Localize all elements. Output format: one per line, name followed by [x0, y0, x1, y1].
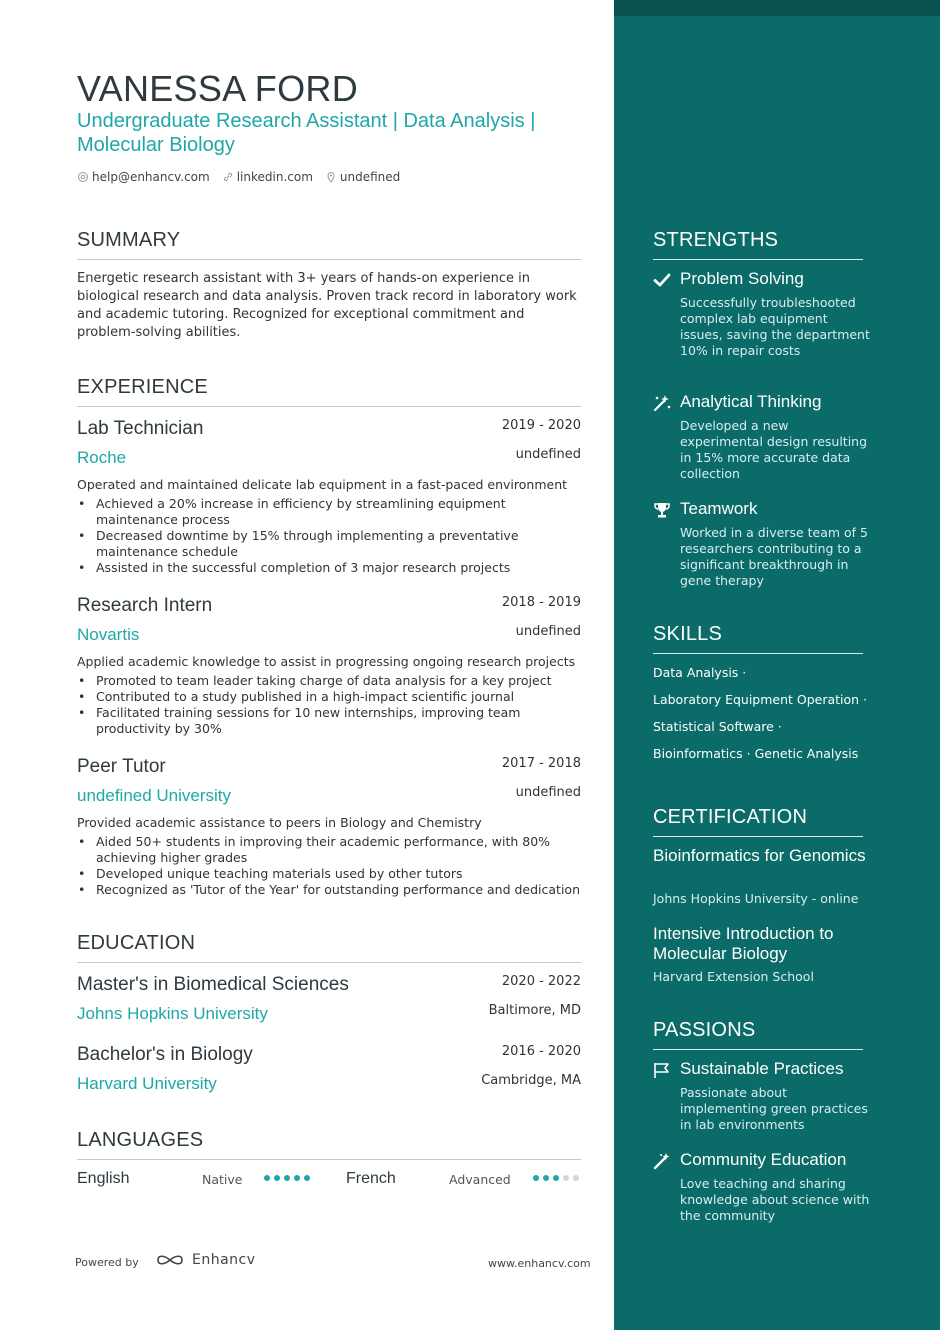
passion-title: Sustainable Practices: [680, 1059, 844, 1078]
passion-desc: Passionate about implementing green practices in lab environments: [680, 1085, 868, 1132]
job-location: undefined: [515, 785, 581, 800]
job-location: undefined: [515, 624, 581, 639]
job-company: Novartis: [77, 625, 140, 644]
edu-school: Johns Hopkins University: [77, 1004, 268, 1023]
rating-dot-empty: [573, 1175, 579, 1181]
job-company: Roche: [77, 448, 127, 467]
enhancv-logo[interactable]: [154, 1252, 256, 1268]
flag-icon: [653, 1061, 671, 1079]
passion-title: Community Education: [680, 1150, 847, 1169]
language-name: French: [346, 1170, 396, 1187]
sidebar-top-band: [614, 0, 940, 16]
rating-dot-filled: [264, 1175, 270, 1181]
edu-school: Harvard University: [77, 1074, 217, 1093]
magic-wand-icon: [653, 394, 671, 412]
location-pin-icon: [325, 171, 337, 183]
certification-heading: CERTIFICATION: [653, 806, 863, 837]
language-rating: [264, 1175, 310, 1181]
rating-dot-filled: [533, 1175, 539, 1181]
job-company: undefined University: [77, 786, 232, 805]
job-bullet: • Facilitated training sessions for 10 new internships, improving team productivity by 30%: [77, 705, 581, 737]
language-level: Advanced: [449, 1172, 511, 1187]
cert-issuer: Harvard Extension School: [653, 969, 814, 984]
job-dates: 2017 - 2018: [501, 756, 581, 771]
link-icon: [222, 171, 234, 183]
strengths-heading: STRENGTHS: [653, 229, 863, 260]
passions-heading: PASSIONS: [653, 1019, 863, 1050]
skill-item: Statistical Software ·: [653, 719, 782, 734]
enhancv-logo-text: Enhancv: [192, 1252, 256, 1268]
cert-issuer: Johns Hopkins University - online: [653, 891, 859, 906]
summary-heading: SUMMARY: [77, 229, 581, 260]
cert-title: Intensive Introduction to Molecular Biology: [653, 924, 834, 963]
education-heading: EDUCATION: [77, 932, 581, 963]
trophy-icon: [653, 501, 671, 519]
job-bullet: • Contributed to a study published in a high-impact scientific journal: [77, 689, 581, 705]
contact-location-text: undefined: [339, 170, 401, 184]
summary-text: Energetic research assistant with 3+ years of hands-on experience in biological research and data analysis. Proven track record in laboratory work and academic tutoring. Recognized for exceptional commitment and problem-solving abilities.: [77, 271, 577, 340]
job-bullet: • Developed unique teaching materials used by other tutors: [77, 866, 581, 882]
job-bullet: • Achieved a 20% increase in efficiency by streamlining equipment maintenance process: [77, 496, 581, 528]
edu-location: Cambridge, MA: [481, 1073, 581, 1088]
contact-linkedin[interactable]: [222, 170, 313, 184]
edu-degree: Bachelor's in Biology: [77, 1044, 253, 1065]
languages-heading: LANGUAGES: [77, 1129, 581, 1160]
contact-email[interactable]: [77, 170, 210, 184]
contact-location: [325, 170, 400, 184]
job-description: Operated and maintained delicate lab equipment in a fast-paced environment: [77, 477, 568, 492]
job-bullets: [77, 834, 581, 898]
rating-dot-filled: [274, 1175, 280, 1181]
rating-dot-filled: [553, 1175, 559, 1181]
candidate-title: Undergraduate Research Assistant | Data Analysis | Molecular Biology: [77, 110, 536, 156]
job-title: Research Intern: [77, 595, 213, 616]
at-icon: [77, 171, 89, 183]
rating-dot-filled: [284, 1175, 290, 1181]
rating-dot-filled: [294, 1175, 300, 1181]
language-rating: [533, 1175, 579, 1181]
job-bullet: • Assisted in the successful completion of 3 major research projects: [77, 560, 581, 576]
strength-desc: Successfully troubleshooted complex lab equipment issues, saving the department 10% in repair costs: [680, 295, 870, 358]
skill-item: Bioinformatics · Genetic Analysis: [653, 746, 859, 761]
checkmark-icon: [653, 271, 671, 289]
job-bullet: • Aided 50+ students in improving their academic performance, with 80% achieving higher grades: [77, 834, 581, 866]
edu-degree: Master's in Biomedical Sciences: [77, 974, 349, 995]
job-description: Provided academic assistance to peers in Biology and Chemistry: [77, 815, 482, 830]
strength-desc: Worked in a diverse team of 5 researchers contributing to a significant breakthrough in gene therapy: [680, 525, 868, 588]
job-location: undefined: [515, 447, 581, 462]
rating-dot-filled: [543, 1175, 549, 1181]
edu-dates: 2020 - 2022: [501, 974, 581, 989]
strength-desc: Developed a new experimental design resulting in 15% more accurate data collection: [680, 418, 868, 481]
job-bullet: • Decreased downtime by 15% through implementing a preventative maintenance schedule: [77, 528, 581, 560]
wand-icon: [653, 1152, 671, 1170]
skills-heading: SKILLS: [653, 623, 863, 654]
edu-dates: 2016 - 2020: [501, 1044, 581, 1059]
job-bullets: [77, 673, 581, 737]
language-level: Native: [202, 1172, 243, 1187]
job-bullet: • Promoted to team leader taking charge of data analysis for a key project: [77, 673, 581, 689]
strength-title: Analytical Thinking: [680, 392, 822, 411]
rating-dot-empty: [563, 1175, 569, 1181]
languages-row: [77, 1170, 581, 1190]
passion-desc: Love teaching and sharing knowledge about science with the community: [680, 1176, 870, 1223]
contact-email-text: help@enhancv.com: [92, 170, 210, 184]
skill-item: Data Analysis ·: [653, 665, 747, 680]
cert-title: Bioinformatics for Genomics: [653, 846, 866, 865]
skill-item: Laboratory Equipment Operation ·: [653, 692, 868, 707]
strength-title: Problem Solving: [680, 269, 804, 288]
enhancv-logo-icon: [154, 1252, 186, 1268]
edu-location: Baltimore, MD: [488, 1003, 581, 1018]
rating-dot-filled: [304, 1175, 310, 1181]
job-title: Peer Tutor: [77, 756, 166, 777]
footer-url[interactable]: www.enhancv.com: [488, 1257, 591, 1270]
experience-heading: EXPERIENCE: [77, 376, 581, 407]
job-bullets: [77, 496, 581, 576]
language-name: English: [77, 1170, 130, 1187]
contact-bar: [77, 170, 400, 184]
footer-powered-by: Powered by: [75, 1256, 139, 1269]
strength-title: Teamwork: [680, 499, 758, 518]
job-dates: 2018 - 2019: [501, 595, 581, 610]
contact-linkedin-text: linkedin.com: [236, 170, 313, 184]
candidate-name: VANESSA FORD: [77, 68, 359, 109]
job-description: Applied academic knowledge to assist in progressing ongoing research projects: [77, 654, 576, 669]
job-dates: 2019 - 2020: [501, 418, 581, 433]
job-title: Lab Technician: [77, 418, 204, 439]
job-bullet: • Recognized as 'Tutor of the Year' for outstanding performance and dedication: [77, 882, 581, 898]
